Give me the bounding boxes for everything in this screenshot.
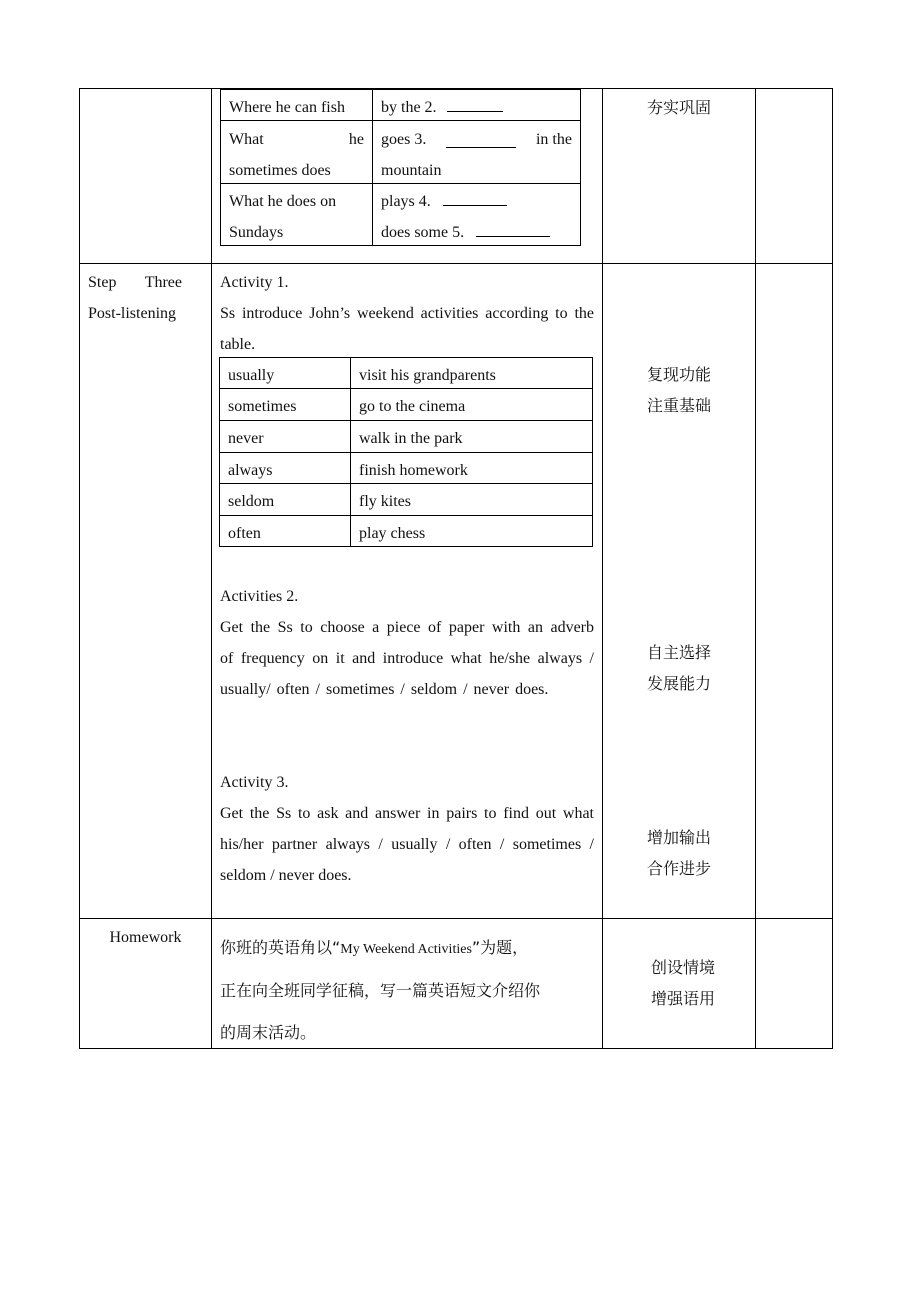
table-cell-answer	[381, 186, 507, 217]
homework-line-2: 正在向全班同学征稿，写一篇英语短文介绍你	[220, 981, 541, 1000]
adverb-cell: usually	[228, 367, 275, 384]
answer-text: goes 3.	[381, 131, 427, 148]
homework-text: 你班的英语角以“	[220, 938, 341, 957]
activity2-description: Get the Ss to choose a piece of paper with an adverb of frequency on it and introduce what he/she always / usually/ often / sometimes / seldom / never does.	[220, 619, 594, 698]
col-divider-2	[602, 88, 603, 1049]
activity3-description: Get the Ss to ask and answer in pairs to find out what his/her partner always / usually / often / sometimes / seldom / never does.	[220, 805, 594, 884]
answer-blank[interactable]	[476, 220, 550, 237]
table-cell-answer	[381, 92, 503, 123]
table-cell-question	[229, 124, 364, 155]
table-cell-question-line2: sometimes does	[229, 162, 331, 179]
design-note: 自主选择	[646, 643, 711, 662]
activity1-table-line	[219, 357, 593, 358]
design-note: 增强语用	[650, 989, 715, 1008]
step-label-word: Three	[144, 274, 182, 291]
answer-text: does some 5.	[381, 224, 465, 241]
listening-table-right	[580, 89, 581, 246]
question-word: he	[348, 131, 364, 148]
activity1-description: Ss introduce John’s weekend activities according to the table.	[220, 305, 594, 353]
activity-cell: walk in the park	[359, 430, 463, 447]
homework-line-3: 的周末活动。	[220, 1023, 317, 1042]
adverb-cell: sometimes	[228, 398, 297, 415]
activity1-table-middle	[350, 357, 351, 547]
step-label-word: Step	[88, 274, 117, 291]
answer-text: plays 4.	[381, 193, 431, 210]
design-note: 合作进步	[646, 859, 711, 878]
table-border-bottom	[79, 1048, 833, 1049]
adverb-cell: often	[228, 525, 261, 542]
col-divider-1	[211, 88, 212, 1049]
activity-cell: finish homework	[359, 462, 468, 479]
table-cell-answer-line2	[381, 217, 550, 248]
table-cell-question: What he does on	[229, 193, 337, 210]
answer-text: by the 2.	[381, 99, 437, 116]
col-divider-4	[832, 88, 833, 1049]
activity-cell: fly kites	[359, 493, 411, 510]
activity1-table-right	[592, 357, 593, 547]
listening-table-middle	[372, 89, 373, 246]
table-cell-question-line2: Sundays	[229, 224, 284, 241]
activity-cell: go to the cinema	[359, 398, 466, 415]
design-note: 复现功能	[646, 365, 711, 384]
design-note: 发展能力	[646, 674, 711, 693]
activity-cell: visit his grandparents	[359, 367, 496, 384]
adverb-cell: always	[228, 462, 273, 479]
homework-line-1	[220, 932, 528, 965]
question-word: What	[229, 131, 264, 148]
step-label	[88, 267, 182, 298]
table-cell-answer-line2: mountain	[381, 162, 442, 179]
step-sublabel: Post-listening	[88, 305, 177, 322]
adverb-cell: never	[228, 430, 264, 447]
listening-table-top	[220, 89, 581, 90]
design-note: 注重基础	[646, 396, 711, 415]
activity2-title: Activities 2.	[220, 588, 299, 605]
homework-label: Homework	[109, 929, 182, 946]
homework-topic: My Weekend Activities	[340, 942, 472, 957]
design-note: 夯实巩固	[646, 98, 711, 117]
table-cell-answer	[381, 124, 572, 155]
homework-text: ”为题，	[471, 938, 529, 957]
col-divider-0	[79, 88, 80, 1049]
row-divider-1	[79, 263, 833, 264]
answer-blank[interactable]	[447, 95, 503, 112]
design-note: 增加输出	[646, 828, 711, 847]
activity1-table-left	[219, 357, 220, 547]
row-divider-2	[79, 918, 833, 919]
activity1-title: Activity 1.	[220, 274, 289, 291]
answer-blank[interactable]	[446, 131, 516, 148]
answer-tail: in the	[535, 131, 572, 148]
col-divider-3	[755, 88, 756, 1049]
table-cell-question: Where he can fish	[229, 99, 345, 116]
adverb-cell: seldom	[228, 493, 275, 510]
design-note: 创设情境	[650, 958, 715, 977]
listening-table-left	[220, 89, 221, 246]
answer-blank[interactable]	[443, 189, 507, 206]
activity-cell: play chess	[359, 525, 426, 542]
activity3-title: Activity 3.	[220, 774, 289, 791]
